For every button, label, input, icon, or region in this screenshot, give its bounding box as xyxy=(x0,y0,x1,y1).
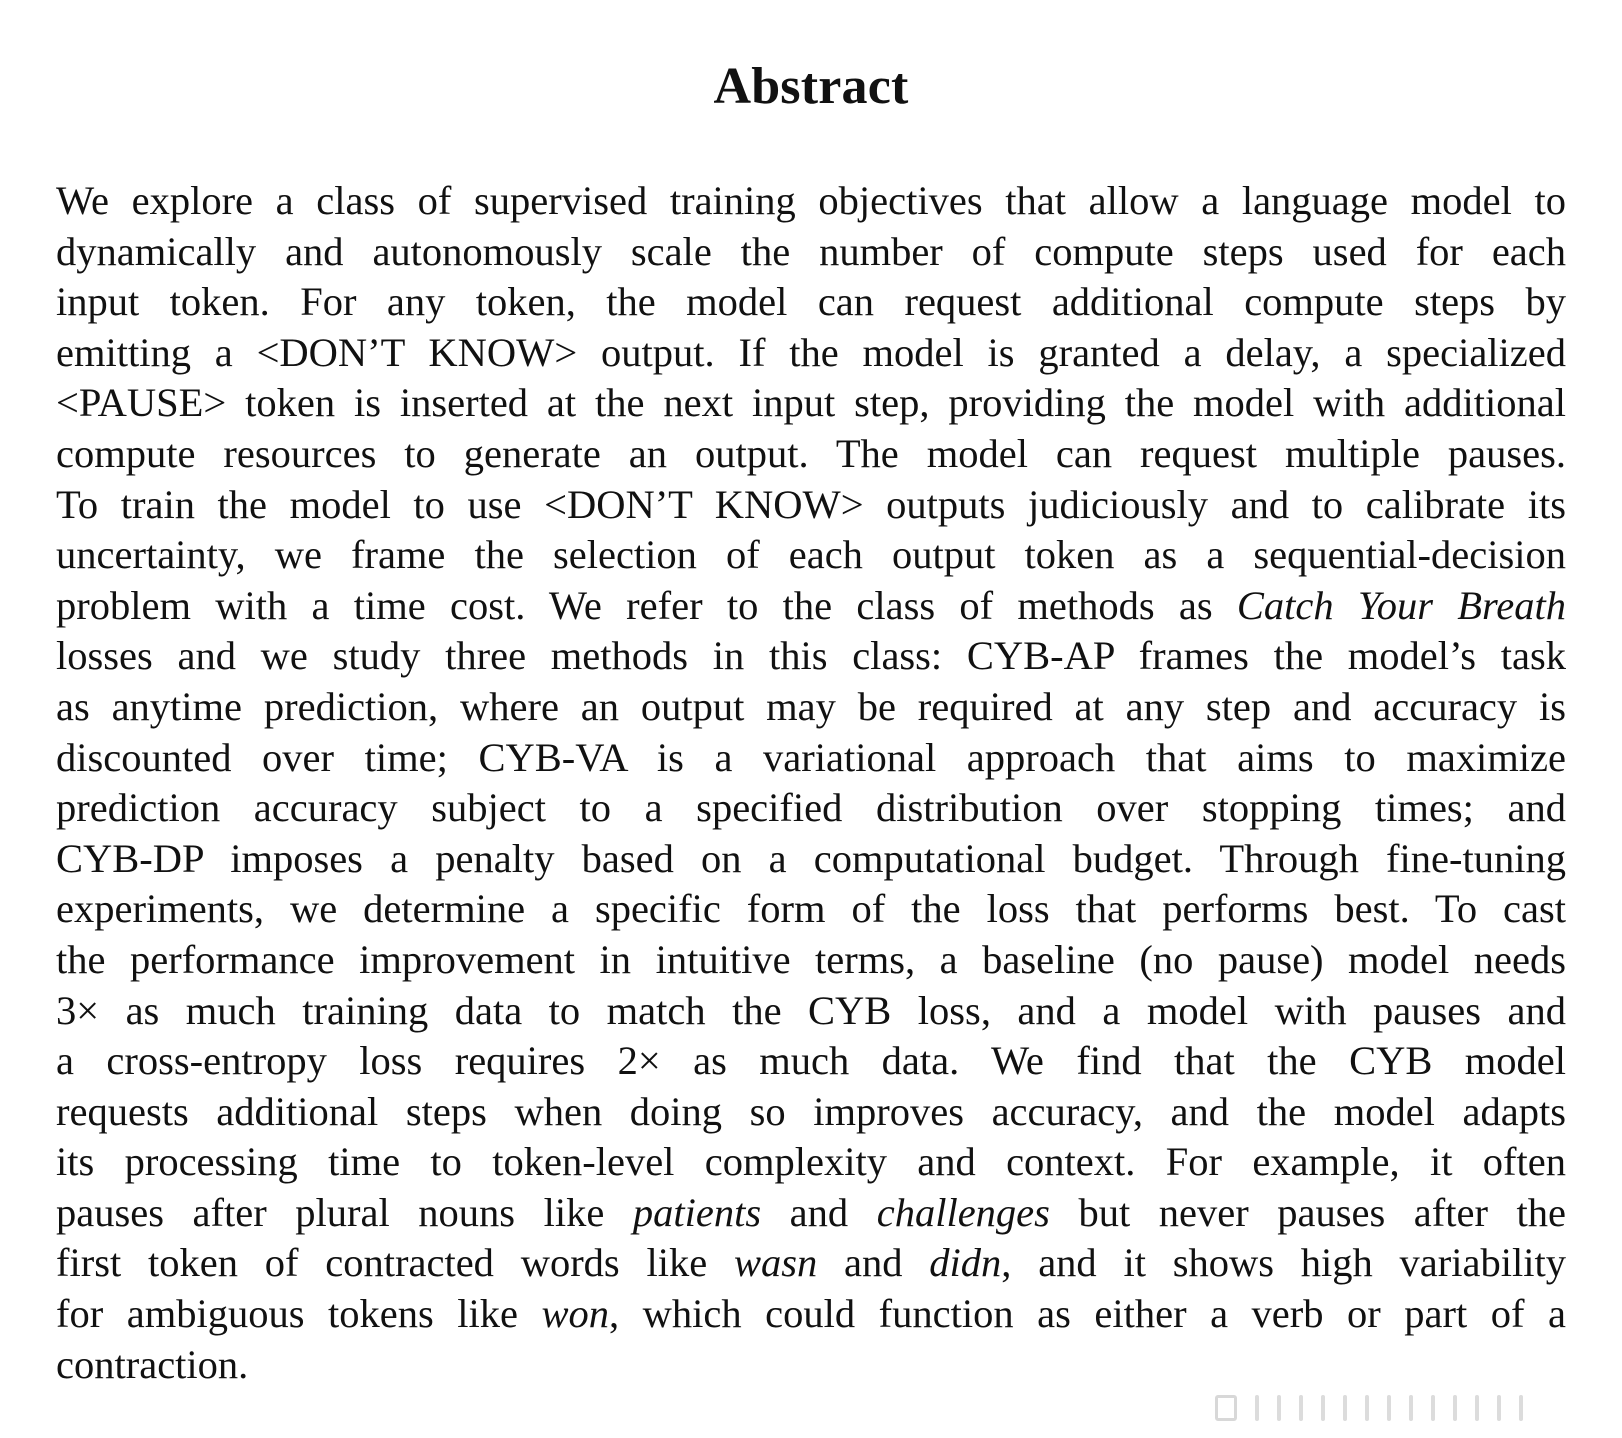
watermark-bar-icon xyxy=(1255,1395,1259,1421)
watermark-bar-icon xyxy=(1431,1395,1435,1421)
text-run: emitting a xyxy=(56,329,257,375)
abstract-line xyxy=(56,1340,1566,1391)
text-run: but never pauses after the xyxy=(1049,1189,1567,1235)
italic-term: patients xyxy=(632,1189,762,1235)
abstract-line xyxy=(56,227,1566,278)
watermark-bar-icon xyxy=(1321,1395,1325,1421)
watermark-bar-icon xyxy=(1365,1395,1369,1421)
watermark-logo-icon xyxy=(1215,1395,1237,1421)
text-run: We explore a class of supervised training objectives that allow a language model to xyxy=(56,178,1566,223)
abstract-heading: Abstract xyxy=(713,58,909,115)
text-run: discounted over time; CYB-VA is a variational approach that aims to maximize xyxy=(56,734,1566,780)
italic-term: wasn xyxy=(733,1240,818,1286)
text-run: contraction. xyxy=(56,1341,249,1387)
abstract-line xyxy=(56,1087,1566,1138)
text-run: a cross-entropy loss requires 2× as much data. We find that the CYB model xyxy=(56,1038,1566,1084)
text-run: for ambiguous tokens like xyxy=(56,1291,542,1337)
watermark-bar-icon xyxy=(1299,1395,1303,1421)
text-run: compute resources to generate an output. The model can request multiple pauses. xyxy=(56,430,1566,476)
abstract-line xyxy=(56,935,1566,986)
italic-term: didn xyxy=(929,1240,1002,1286)
abstract-line xyxy=(56,378,1566,429)
watermark-bar-icon xyxy=(1343,1395,1347,1421)
abstract-line xyxy=(56,176,1566,227)
italic-term: won xyxy=(541,1291,610,1337)
text-run: CYB-DP imposes a penalty based on a computational budget. Through fine-tuning xyxy=(56,835,1566,881)
abstract-line xyxy=(56,631,1566,682)
text-run: token is inserted at the next input step, providing the model with additional xyxy=(226,380,1566,426)
text-run: losses and we study three methods in this class: CYB-AP frames the model’s task xyxy=(56,633,1566,679)
abstract-line xyxy=(56,1137,1566,1188)
text-run: , which could function as either a verb or part of a xyxy=(609,1291,1566,1337)
abstract-line xyxy=(56,1289,1566,1340)
abstract-line xyxy=(56,581,1566,632)
text-run: prediction accuracy subject to a specified distribution over stopping times; and xyxy=(56,785,1566,831)
abstract-line xyxy=(56,834,1566,885)
special-token: <PAUSE> xyxy=(56,380,227,426)
abstract-line xyxy=(56,1238,1566,1289)
text-run: To train the model to use xyxy=(56,481,545,527)
watermark-bar-icon xyxy=(1387,1395,1391,1421)
special-token: <DON’T KNOW> xyxy=(256,329,578,375)
text-run: its processing time to token-level complexity and context. For example, it often xyxy=(56,1139,1566,1185)
text-run: first token of contracted words like xyxy=(56,1240,734,1286)
abstract-line xyxy=(56,1188,1566,1239)
text-run: problem with a time cost. We refer to the class of methods as xyxy=(56,582,1237,628)
abstract-line xyxy=(56,783,1566,834)
text-run: experiments, we determine a specific form of the loss that performs best. To cast xyxy=(56,886,1566,932)
italic-term: challenges xyxy=(876,1189,1050,1235)
text-run: , and it shows high variability xyxy=(1001,1240,1566,1286)
abstract-line xyxy=(56,1036,1566,1087)
text-run: input token. For any token, the model can request additional compute steps by xyxy=(56,279,1566,325)
text-run: outputs judiciously and to calibrate its xyxy=(863,481,1567,527)
watermark-bar-icon xyxy=(1519,1395,1523,1421)
abstract-line xyxy=(56,480,1566,531)
text-run: and xyxy=(817,1240,930,1286)
abstract-line xyxy=(56,733,1566,784)
text-run: requests additional steps when doing so improves accuracy, and the model adapts xyxy=(56,1088,1566,1134)
watermark-bar-icon xyxy=(1475,1395,1479,1421)
text-run: as anytime prediction, where an output may be required at any step and accuracy is xyxy=(56,683,1566,729)
text-run: 3× as much training data to match the CYB loss, and a model with pauses and xyxy=(56,987,1566,1033)
text-run: pauses after plural nouns like xyxy=(56,1189,633,1235)
text-run: and xyxy=(761,1189,877,1235)
abstract-paragraph xyxy=(56,176,1566,1390)
abstract-line xyxy=(56,986,1566,1037)
special-token: <DON’T KNOW> xyxy=(544,481,864,527)
abstract-line xyxy=(56,328,1566,379)
text-run: dynamically and autonomously scale the number of compute steps used for each xyxy=(56,228,1566,274)
abstract-line xyxy=(56,277,1566,328)
watermark-bar-icon xyxy=(1409,1395,1413,1421)
italic-term: Catch Your Breath xyxy=(1236,582,1566,628)
abstract-line xyxy=(56,682,1566,733)
abstract-line xyxy=(56,884,1566,935)
text-run: the performance improvement in intuitive terms, a baseline (no pause) model needs xyxy=(56,936,1566,982)
text-run: uncertainty, we frame the selection of each output token as a sequential-decision xyxy=(56,532,1566,578)
text-run: output. If the model is granted a delay, a specialized xyxy=(577,329,1567,375)
watermark xyxy=(1215,1391,1523,1425)
abstract-line xyxy=(56,530,1566,581)
watermark-bar-icon xyxy=(1453,1395,1457,1421)
abstract-line xyxy=(56,429,1566,480)
watermark-bar-icon xyxy=(1277,1395,1281,1421)
watermark-bar-icon xyxy=(1497,1395,1501,1421)
